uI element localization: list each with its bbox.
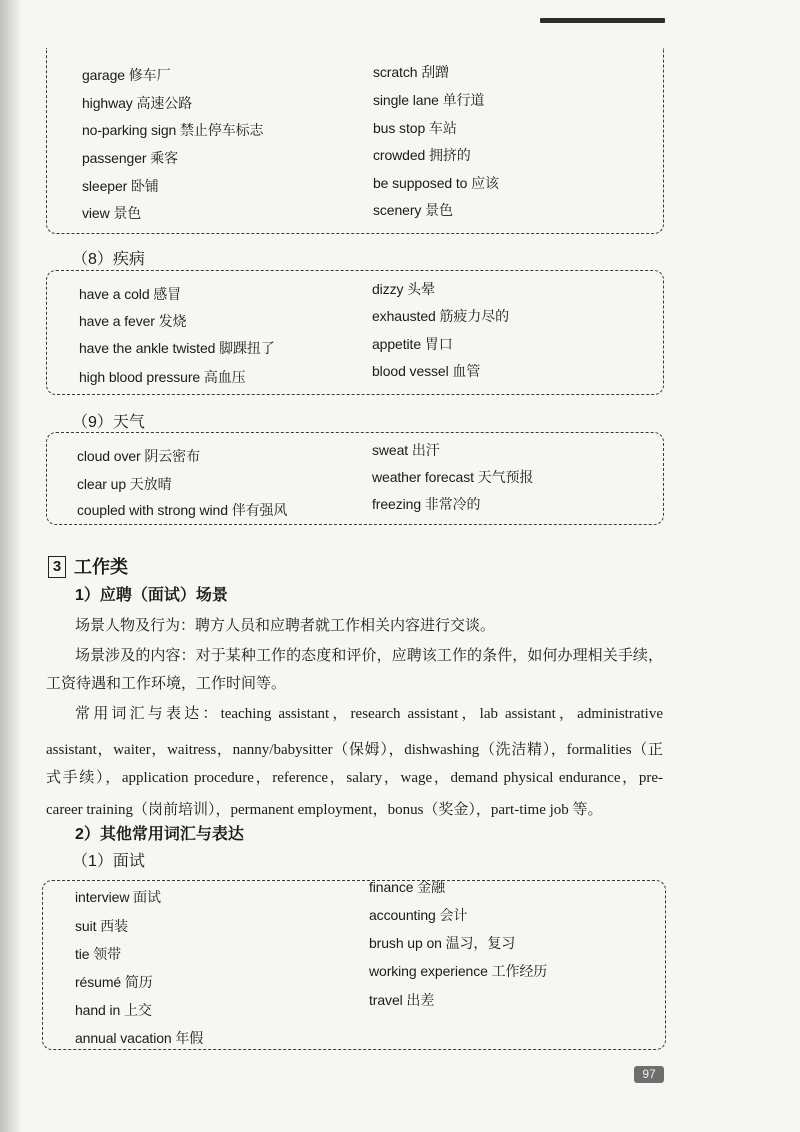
weather-heading: （9）天气 [72, 414, 145, 431]
vocab-item: be supposed to 应该 [373, 175, 499, 191]
vocab-item: interview 面试 [75, 889, 161, 905]
paragraph-line: 式手续），application procedure，reference，salary，wage，demand physical endurance，pre- [46, 770, 663, 786]
vocab-item: travel 出差 [369, 992, 435, 1008]
vocab-item: dizzy 头晕 [372, 281, 435, 297]
vocab-item: cloud over 阴云密布 [77, 448, 200, 464]
page-number: 97 [634, 1066, 664, 1083]
vocab-item: highway 高速公路 [82, 95, 193, 111]
vocab-item: have a cold 感冒 [79, 286, 182, 302]
vocab-item: no-parking sign 禁止停车标志 [82, 122, 264, 138]
paragraph-line: career training（岗前培训），permanent employment，bonus（奖金），part-time job 等。 [46, 802, 603, 818]
vocab-item: have the ankle twisted 脚踝扭了 [79, 340, 275, 356]
vocab-item: bus stop 车站 [373, 120, 457, 136]
paragraph-line: assistant，waiter，waitress，nanny/babysitter（保姆），dishwashing（洗洁精），formalities（正 [46, 742, 663, 758]
vocab-item: scratch 刮蹭 [373, 64, 450, 80]
subsection-heading: 1）应聘（面试）场景 [75, 587, 228, 604]
interview-heading: （1）面试 [72, 853, 145, 870]
vocab-item: brush up on 温习，复习 [369, 935, 516, 951]
vocab-item: sleeper 卧铺 [82, 178, 159, 194]
vocab-item: appetite 胃口 [372, 336, 453, 352]
vocab-item: résumé 简历 [75, 974, 153, 990]
vocab-item: accounting 会计 [369, 907, 468, 923]
section-number-badge: 3 [48, 556, 66, 578]
vocab-item: high blood pressure 高血压 [79, 369, 246, 385]
vocab-item: passenger 乘客 [82, 150, 179, 166]
vocab-item: crowded 拥挤的 [373, 147, 471, 163]
vocab-item: hand in 上交 [75, 1002, 152, 1018]
vocab-item: single lane 单行道 [373, 92, 485, 108]
binding-shadow [0, 0, 22, 1132]
subsection-heading: 2）其他常用词汇与表达 [75, 826, 244, 843]
vocab-item: sweat 出汗 [372, 442, 440, 458]
vocab-item: annual vacation 年假 [75, 1030, 204, 1046]
vocab-item: finance 金融 [369, 879, 446, 895]
paragraph-line: 场景涉及的内容：对于某种工作的态度和评价，应聘该工作的条件，如何办理相关手续， [75, 648, 663, 664]
vocab-item: tie 领带 [75, 946, 122, 962]
vocab-item: weather forecast 天气预报 [372, 469, 534, 485]
vocab-item: have a fever 发烧 [79, 313, 187, 329]
vocab-item: working experience 工作经历 [369, 963, 548, 979]
vocab-item: freezing 非常冷的 [372, 496, 481, 512]
paragraph-line: 工资待遇和工作环境，工作时间等。 [46, 676, 287, 692]
vocab-item: clear up 天放晴 [77, 476, 172, 492]
vocab-item: garage 修车厂 [82, 67, 171, 83]
vocab-item: exhausted 筋疲力尽的 [372, 308, 509, 324]
vocab-item: view 景色 [82, 205, 142, 221]
paragraph-line: 场景人物及行为：聘方人员和应聘者就工作相关内容进行交谈。 [75, 618, 496, 634]
vocab-item: blood vessel 血管 [372, 363, 481, 379]
vocab-item: scenery 景色 [373, 202, 453, 218]
illness-heading: （8）疾病 [72, 251, 145, 268]
header-rule [540, 18, 665, 23]
vocab-item: suit 西装 [75, 918, 128, 934]
vocab-item: coupled with strong wind 伴有强风 [77, 502, 288, 518]
paragraph-line: 常用词汇与表达：teaching assistant，research assistant，lab assistant，administrative [75, 706, 663, 722]
section-title: 工作类 [74, 557, 128, 577]
